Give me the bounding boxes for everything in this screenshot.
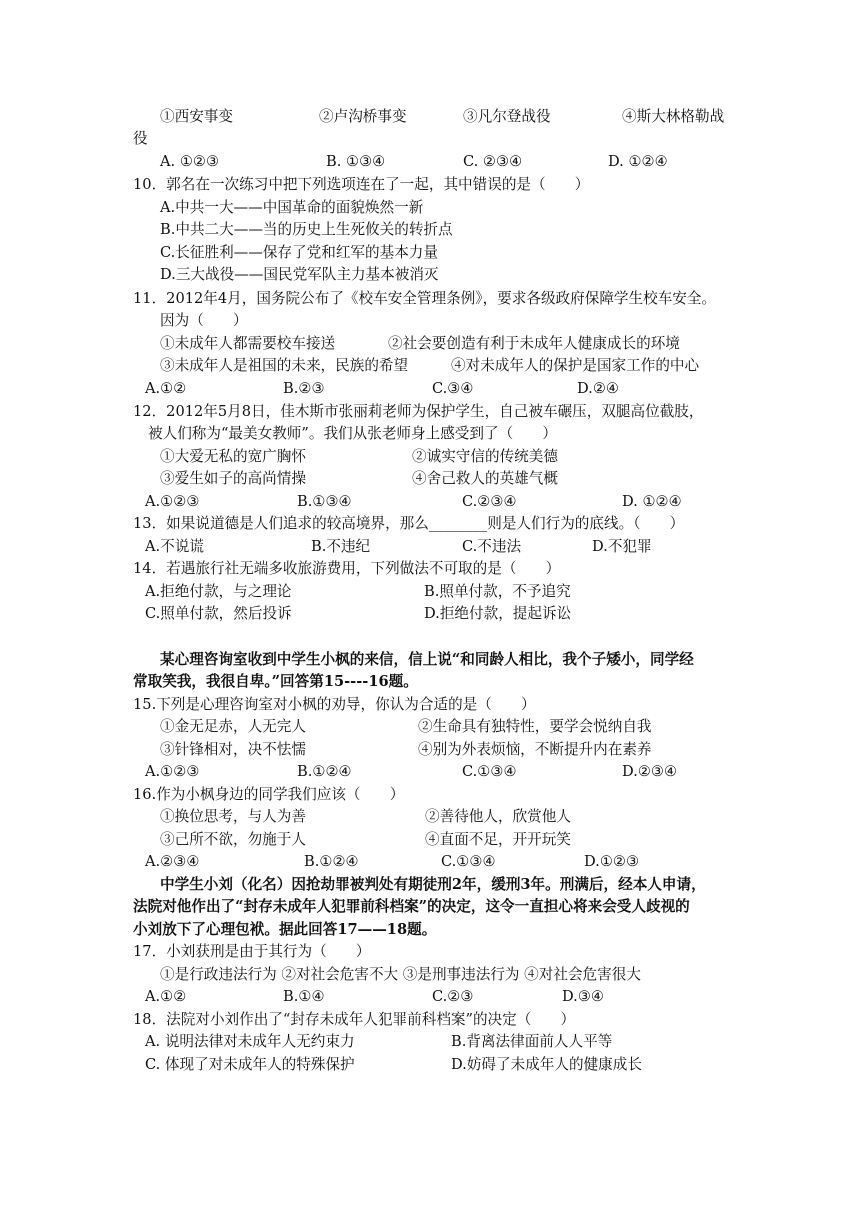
material-1-line-1: 某心理咨询室收到中学生小枫的来信，信上说“和同龄人相比，我个子矮小，同学经 (160, 651, 694, 668)
q11-item-4: ④对未成年人的保护是国家工作的中心 (451, 357, 700, 374)
q14-option-b: B.照单付款，不予追究 (424, 583, 571, 600)
q15-option-a: A.①②③ (145, 763, 200, 780)
q18-option-c: C. 体现了对未成年人的特殊保护 (145, 1056, 355, 1073)
q12-item-4: ④舍己救人的英雄气概 (412, 470, 558, 487)
q15-option-b: B.①②④ (297, 763, 352, 780)
q15-item-4: ④别为外表烦恼，不断提升内在素养 (418, 741, 652, 758)
q11-option-d: D.②④ (577, 380, 619, 397)
q10-choice-d: D.三大战役——国民党军队主力基本被消灭 (160, 266, 439, 283)
q9-item-4-wrap: 役 (133, 130, 148, 147)
q16-option-d: D.①②③ (584, 853, 640, 870)
q11-item-3: ③未成年人是祖国的未来，民族的希望 (160, 357, 409, 374)
q16-item-2: ②善待他人，欣赏他人 (425, 808, 571, 825)
material-2-line-1: 中学生小刘（化名）因抢劫罪被判处有期徒刑2年，缓刑3年。刑满后，经本人申请， (160, 876, 706, 893)
q10-choice-b: B.中共二大——当的历史上生死攸关的转折点 (160, 221, 453, 238)
q12-option-d: D. ①②④ (622, 493, 682, 510)
q9-option-c: C. ②③④ (463, 153, 523, 170)
q13-option-a: A.不说谎 (145, 538, 204, 555)
q11-item-2: ②社会要创造有利于未成年人健康成长的环境 (388, 335, 680, 352)
q11-option-a: A.①② (145, 380, 187, 397)
q11-stem: 11．2012年4月，国务院公布了《校车安全管理条例》，要求各级政府保障学生校车安全。 (133, 290, 717, 307)
q14-option-c: C.照单付款，然后投诉 (145, 605, 292, 622)
q17-items: ①是行政违法行为 ②对社会危害不大 ③是刑事违法行为 ④对社会危害很大 (160, 966, 641, 983)
q16-stem: 16.作为小枫身边的同学我们应该（ ） (133, 786, 405, 803)
q12-option-b: B.①③④ (297, 493, 352, 510)
q11-stem-cont: 因为（ ） (160, 312, 248, 329)
q11-option-c: C.③④ (432, 380, 474, 397)
q16-option-c: C.①③④ (441, 853, 496, 870)
q15-stem: 15.下列是心理咨询室对小枫的劝导，你认为合适的是（ ） (133, 696, 536, 713)
q17-stem: 17．小刘获刑是由于其行为（ ） (133, 943, 371, 960)
q15-option-d: D.②③④ (622, 763, 678, 780)
q18-option-d: D.妨碍了未成年人的健康成长 (451, 1056, 642, 1073)
q15-item-2: ②生命具有独特性，要学会悦纳自我 (418, 718, 652, 735)
q16-item-3: ③己所不欲，勿施于人 (160, 831, 306, 848)
q16-option-b: B.①②④ (304, 853, 359, 870)
q12-option-c: C.②③④ (462, 493, 517, 510)
q13-stem: 13．如果说道德是人们追求的较高境界，那么________则是人们行为的底线。（ ） (133, 515, 685, 532)
q12-option-a: A.①②③ (145, 493, 200, 510)
q9-item-3: ③凡尔登战役 (463, 108, 551, 125)
q9-option-b: B. ①③④ (326, 153, 386, 170)
q14-option-a: A.拒绝付款，与之理论 (145, 583, 292, 600)
material-2-line-3: 小刘放下了心理包袱。据此回答17——18题。 (133, 921, 437, 938)
q17-option-a: A.①② (145, 988, 187, 1005)
q14-stem: 14．若遇旅行社无端多收旅游费用，下列做法不可取的是（ ） (133, 560, 561, 577)
q17-option-c: C.②③ (432, 988, 474, 1005)
q10-stem: 10．郭名在一次练习中把下列选项连在了一起，其中错误的是（ ） (133, 176, 590, 193)
q12-item-2: ②诚实守信的传统美德 (412, 448, 558, 465)
q18-option-b: B.背离法律面前人人平等 (451, 1033, 613, 1050)
q14-option-d: D.拒绝付款，提起诉讼 (424, 605, 572, 622)
q10-choice-a: A.中共一大——中国革命的面貌焕然一新 (160, 199, 424, 216)
q9-item-2: ②卢沟桥事变 (319, 108, 407, 125)
q13-option-c: C.不违法 (462, 538, 522, 555)
q9-item-1: ①西安事变 (160, 108, 233, 125)
q16-item-1: ①换位思考，与人为善 (160, 808, 306, 825)
q12-item-1: ①大爱无私的宽广胸怀 (160, 448, 306, 465)
q13-option-b: B.不违纪 (311, 538, 371, 555)
q13-option-d: D.不犯罪 (592, 538, 652, 555)
q18-stem: 18．法院对小刘作出了“封存未成年人犯罪前科档案”的决定（ ） (133, 1011, 576, 1028)
q16-item-4: ④直面不足，开开玩笑 (425, 831, 571, 848)
q9-option-a: A. ①②③ (160, 153, 220, 170)
q12-item-3: ③爱生如子的高尚情操 (160, 470, 306, 487)
q12-stem: 12．2012年5月8日，佳木斯市张丽莉老师为保护学生，自己被车碾压，双腿高位截肢， (133, 403, 704, 420)
q15-option-c: C.①③④ (462, 763, 517, 780)
material-1-line-2: 常取笑我，我很自卑。”回答第15----16题。 (133, 673, 418, 690)
q15-item-1: ①金无足赤，人无完人 (160, 718, 306, 735)
q9-option-d: D. ①②④ (608, 153, 668, 170)
q17-option-d: D.③④ (562, 988, 604, 1005)
q10-choice-c: C.长征胜利——保存了党和红军的基本力量 (160, 244, 438, 261)
q18-option-a: A. 说明法律对未成年人无约束力 (145, 1033, 355, 1050)
q9-item-4: ④斯大林格勒战 (622, 108, 725, 125)
q11-item-1: ①未成年人都需要校车接送 (160, 335, 336, 352)
q12-stem-cont: 被人们称为“最美女教师”。我们从张老师身上感受到了（ ） (148, 425, 557, 442)
q15-item-3: ③针锋相对，决不怯懦 (160, 741, 306, 758)
q11-option-b: B.②③ (283, 380, 325, 397)
q16-option-a: A.②③④ (145, 853, 200, 870)
q17-option-b: B.①④ (283, 988, 325, 1005)
material-2-line-2: 法院对他作出了“封存未成年人犯罪前科档案”的决定，这令一直担心将来会受人歧视的 (133, 898, 690, 915)
